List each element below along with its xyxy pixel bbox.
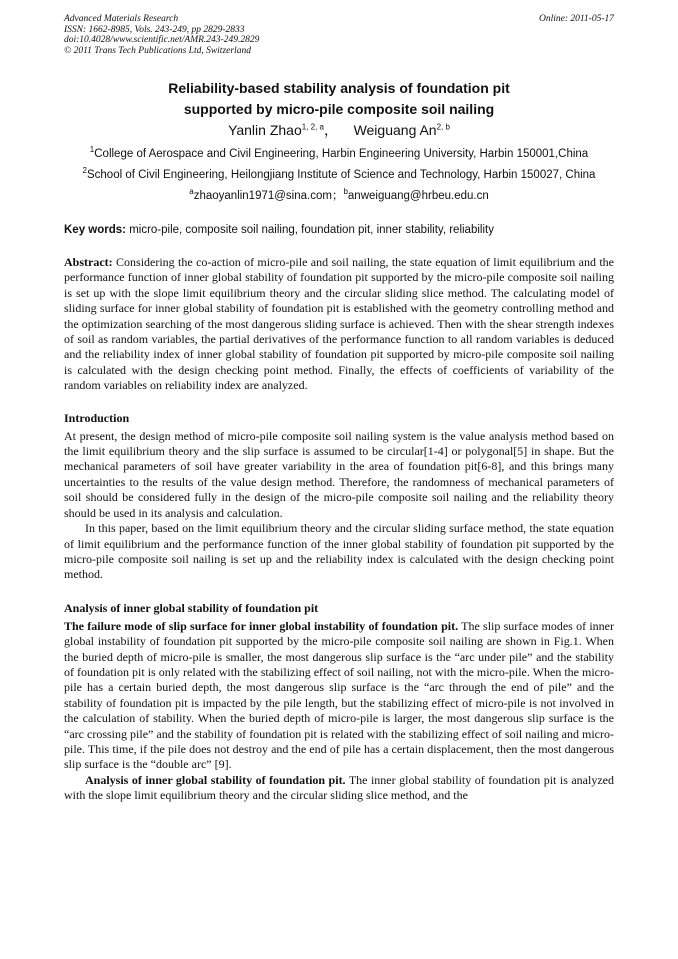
analysis-p1-lead: The failure mode of slip surface for inner global instability of foundation pit. — [64, 618, 459, 633]
affiliation-1-sup: 1 — [89, 145, 95, 155]
email-2: anweiguang@hrbeu.edu.cn — [347, 190, 489, 202]
affiliation-2-sup: 2 — [82, 166, 87, 176]
analysis-p1-text: The slip surface modes of inner global instability of foundation pit supported by the micro-pile composite soil nailing are shown in Fig.1. When the buried depth of micro-pile is smaller, the most dangerous slip surface is the “arc under pile” and the stability of foundation pit is only related with the stabilizing effect of soil nailing, not with the micro-pile. When the micro-pile has a certain buried depth, the most dangerous slip surface is the “arc through the end of pile” and the stability of foundation pit is impacted by the pile length, but the stabilizing effect of micro-pile is not involved in the calculation of stability. When the buried depth of micro-pile is larger, the most dangerous slip surface is the “arc crossing pile” and the stability of foundation pit is related with the stabilizing effect of soil nailing and micro-pile. This time, if the pile does not destroy and the end of pile has a certain displacement, then the most dangerous slip surface is the “double arc” [9]. — [64, 618, 614, 772]
paper-page — [64, 14, 614, 804]
analysis-p2-lead: Analysis of inner global stability of foundation pit. — [85, 772, 346, 787]
author-separator: ， — [324, 122, 338, 138]
affiliation-2-text: School of Civil Engineering, Heilongjiang Institute of Science and Technology, Harbin 150027, China — [86, 169, 596, 181]
doi-line: doi:10.4028/www.scientific.net/AMR.243-249.2829 — [64, 35, 260, 46]
introduction-paragraph-2: In this paper, based on the limit equilibrium theory and the circular sliding surface method, the state equation of limit equilibrium and the performance function of the inner global stability of foundation pit supported by the micro-pile composite soil nailing is set up and the reliability index is calculated with the design checking point method. — [64, 521, 614, 582]
author-1-sup: 1, 2, a — [301, 122, 324, 132]
abstract-label: Abstract: — [64, 255, 113, 269]
author-2: Weiguang An — [353, 122, 437, 138]
analysis-paragraph-1 — [64, 619, 614, 773]
introduction-paragraph-1: At present, the design method of micro-pile composite soil nailing system is the value analysis method based on the limit equilibrium theory and the slip surface is assumed to be circular[1-4] or polygonal[5] in shape. But the mechanical parameters of soil have greater variability in the area of foundation pit[6-8], and this brings many uncertainties to the results of the value design method. Therefore, the randomness of mechanical parameters of soil should be considered fully in the design of the micro-pile composite soil nailing and the reliability theory should be used in its analysis and calculation. — [64, 428, 614, 520]
abstract-text: Considering the co-action of micro-pile and soil nailing, the state equation of limit equilibrium and the performance function of inner global stability of foundation pit supported by the micro-pile composite soil nailing is set up with the slope limit equilibrium theory and the circular sliding slice method. The calculating model of sliding surface for inner global stability of foundation pit is established with the geometry controlling method and the optimization searching of the most dangerous sliding surface is achieved. Then with the shear strength indexes of soil as random variables, the partial derivatives of the performance function to all random variables is deduced and the reliability index of inner global stability of foundation pit supported by micro-pile composite soil nailing is calculated with the design checking point method. Finally, the effects of coefficients of variability of the random variables on reliability index are analyzed. — [64, 255, 614, 393]
author-2-sup: 2, b — [436, 122, 450, 132]
introduction-heading: Introduction — [64, 410, 130, 425]
abstract — [64, 255, 614, 394]
issn-line: ISSN: 1662-8985, Vols. 243-249, pp 2829-2833 — [64, 24, 245, 35]
analysis-p2-text: The inner global stability of foundation pit is analyzed with the slope limit equilibrium theory and the circular sliding slice method, and the — [64, 772, 614, 803]
online-date: Online: 2011-05-17 — [538, 14, 614, 24]
analysis-paragraph-2 — [64, 773, 614, 804]
keywords-text: micro-pile, composite soil nailing, foundation pit, inner stability, reliability — [126, 224, 494, 236]
keywords — [64, 223, 614, 238]
title-line-1: Reliability-based stability analysis of foundation pit — [168, 80, 510, 96]
email-1-sup: a — [189, 187, 194, 197]
author-1: Yanlin Zhao — [228, 122, 302, 138]
affiliation-1-text: College of Aerospace and Civil Engineering, Harbin Engineering University, Harbin 150001,China — [94, 148, 589, 160]
keywords-label: Key words: — [64, 224, 126, 236]
affiliation-2 — [64, 168, 614, 183]
title-line-2: supported by micro-pile composite soil nailing — [183, 101, 495, 117]
paper-title — [64, 78, 614, 120]
copyright-line: © 2011 Trans Tech Publications Ltd, Switzerland — [64, 45, 251, 56]
email-1: zhaoyanlin1971@sina.com； — [193, 190, 344, 202]
affiliation-1 — [64, 147, 614, 162]
author-list — [64, 120, 614, 140]
author-emails — [64, 189, 614, 204]
email-2-sup: b — [343, 187, 348, 197]
journal-header — [64, 14, 614, 64]
analysis-heading: Analysis of inner global stability of foundation pit — [64, 600, 319, 615]
journal-name: Advanced Materials Research — [64, 14, 179, 24]
